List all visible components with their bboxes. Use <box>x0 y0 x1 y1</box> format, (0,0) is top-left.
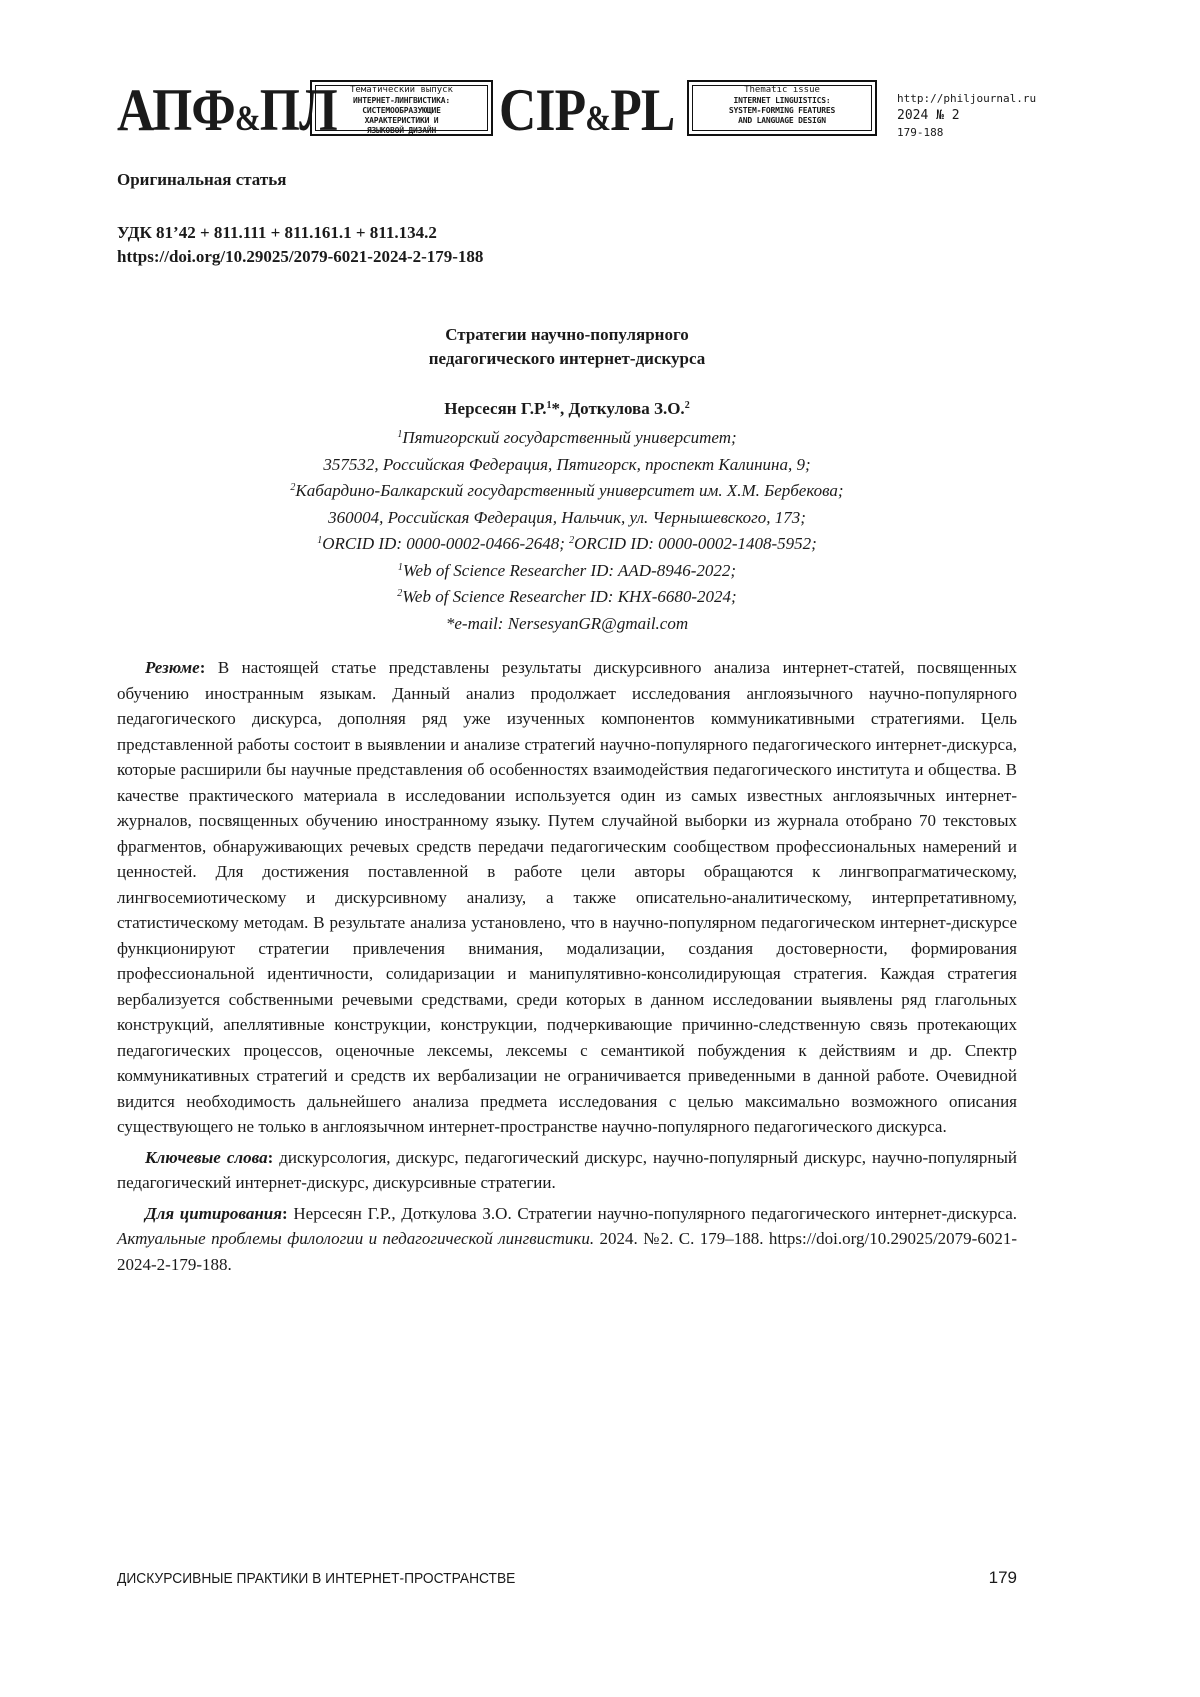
udk-code: УДК 81’42 + 811.111 + 811.161.1 + 811.134.2 <box>117 223 437 242</box>
journal-logo-en: CIP&PL <box>499 77 675 143</box>
keywords-label: Ключевые слова <box>145 1147 268 1167</box>
affiliation-line: $^2$Кабардино-Балкарский государственный университет им. Х.М. Бербекова; <box>290 481 844 500</box>
footer-section-title: ДИСКУРСИВНЫЕ ПРАКТИКИ В ИНТЕРНЕТ-ПРОСТРАНСТВЕ <box>117 1570 516 1587</box>
article-title: Стратегии научно-популярного педагогического интернет-дискурса <box>428 325 706 368</box>
thematic-issue-box-en: Thematic issue INTERNET LINGUISTICS: SYSTEM-FORMING FEATURES AND LANGUAGE DESIGN <box>687 80 877 136</box>
issue-number: 2024 № 2 <box>897 108 960 123</box>
abstract-text: В настоящей статье представлены результаты дискурсивного анализа интернет-статей, посвященных обучению иностранным языкам. Данный анализ продолжает исследования англоязычного научно-популярного педагогического дискурса, дополняя ряд уже изученных компонентов коммуникативными стратегиями. Цель представленной работы состоит в выявлении и анализе стратегий научно-популярного педагогического интернет-дискурса, которые расширили бы научные представления об особенностях взаимодействия педагогического института и общества. В качестве практического материала в исследовании используется один из самых известных англоязычных интернет-журналов, посвященных обучению иностранному языку. Путем случайной выборки из журнала отобрано 70 текстовых фрагментов, обнаруживающих речевых средств передачи педагогическим сообществом профессиональных намерений и ценностей. Для достижения поставленной в работе цели авторы обращаются к лингвопрагматическому, лингвосемиотическому и дискурсивному анализу, а также описательно-аналитическому, интерпретативному, статистическому методам. В результате анализа установлено, что в научно-популярном педагогическом интернет-дискурсе функционируют стратегии привлечения внимания, модализации, создания достоверности, формирования профессиональной идентичности, солидаризации и манипулятивно-консолидирующая стратегия. Каждая стратегия вербализуется собственными речевыми средствами, среди которых в данном исследовании выявлены ряд глагольных конструкций, апеллятивные конструкции, конструкции, подчеркивающие причинно-следственную связь протекающих педагогических процессов, оценочные лексемы, лексемы с семантикой побуждения к действиям и др. Спектр коммуникативных стратегий и средств их вербализации не ограничивается приведенными в данной работе. Очевидной видится необходимость дальнейшего анализа предмета исследования с целью максимально возможного описания существующего не только в англоязычном интернет-пространстве научно-популярного педагогического дискурса. <box>117 658 1017 1136</box>
orcid-line: $^1$ORCID ID: 0000-0002-0466-2648; $^2$ORCID ID: 0000-0002-1408-5952; <box>317 534 817 553</box>
email-line[interactable]: *e-mail: NersesyanGR@gmail.com <box>445 613 689 633</box>
citation-journal: Актуальные проблемы филологии и педагогической лингвистики. <box>117 1229 595 1248</box>
keywords-paragraph: Ключевые слова: дискурсология, дискурс, педагогический дискурс, научно-популярный дискурс, научно-популярный педагогический интернет-дискурс, дискурсивные стратегии. <box>117 1147 1017 1192</box>
citation-paragraph: Для цитирования: Нерсесян Г.Р., Доткулова З.О. Стратегии научно-популярного педагогического интернет-дискурса. Актуальные проблемы филологии и педагогической лингвистики. 2024. №2. С. 179–188. https://doi.org/10.29025/2079-6021-2024-2-179-188. <box>117 1203 1017 1274</box>
author-1: Нерсесян Г.Р. <box>444 399 547 418</box>
journal-masthead <box>117 76 1037 144</box>
journal-logo-ru: АПФ&ПЛ <box>117 77 337 143</box>
abstract-label: Резюме <box>145 658 200 677</box>
wos-id-line: $^2$Web of Science Researcher ID: KHX-6680-2024; <box>397 587 737 606</box>
udk-doi-block <box>117 221 483 269</box>
author-2: Доткулова З.О. <box>568 399 685 418</box>
article-type: Оригинальная статья <box>117 170 287 189</box>
keywords-text: дискурсология, дискурс, педагогический дискурс, научно-популярный дискурс, научно-популярный педагогический интернет-дискурс, дискурсивные стратегии. <box>117 1147 1017 1192</box>
page-number: 179 <box>988 1568 1017 1587</box>
thematic-issue-box-ru: Тематический выпуск ИНТЕРНЕТ-ЛИНГВИСТИКА: СИСТЕМООБРАЗУЮЩИЕ ХАРАКТЕРИСТИКИ И ЯЗЫКОВОЙ ДИЗАЙН <box>310 80 493 136</box>
wos-id-line: $^1$Web of Science Researcher ID: AAD-8946-2022; <box>397 560 737 580</box>
doi-link[interactable]: https://doi.org/10.29025/2079-6021-2024-2-179-188 <box>117 247 484 266</box>
affiliation-line: $^1$Пятигорский государственный университет; <box>397 428 737 447</box>
article-authors: Нерсесян Г.Р.$^1$*, Доткулова З.О.$^2$ <box>444 399 690 418</box>
affiliation-line: 357532, Российская Федерация, Пятигорск, проспект Калинина, 9; <box>323 454 811 474</box>
abstract-paragraph: Резюме: В настоящей статье представлены результаты дискурсивного анализа интернет-статей, посвященных обучению иностранным языкам. Данный анализ продолжает исследования англоязычного научно-популярного педагогического дискурса, дополняя ряд уже изученных компонентов коммуникативными стратегиями. Цель представленной работы состоит в выявлении и анализе стратегий научно-популярного педагогического интернет-дискурса, которые расширили бы научные представления об особенностях взаимодействия педагогического института и общества. В качестве практического материала в исследовании используется один из самых известных англоязычных интернет-журналов, посвященных обучению иностранному языку. Путем случайной выборки из журнала отобрано 70 текстовых фрагментов, обнаруживающих речевых средств передачи педагогическим сообществом профессиональных намерений и ценностей. Для достижения поставленной в работе цели авторы обращаются к лингвопрагматическому, лингвосемиотическому и дискурсивному анализу, а также описательно-аналитическому, интерпретативному, статистическому методам. В результате анализа установлено, что в научно-популярном педагогическом интернет-дискурсе функционируют стратегии привлечения внимания, модализации, создания достоверности, формирования профессиональной идентичности, солидаризации и манипулятивно-консолидирующая стратегия. Каждая стратегия вербализуется собственными речевыми средствами, среди которых в данном исследовании выявлены ряд глагольных конструкций, апеллятивные конструкции, конструкции, подчеркивающие причинно-следственную связь протекающих педагогических процессов, оценочные лексемы, лексемы с семантикой побуждения к действиям и др. Спектр коммуникативных стратегий и средств их вербализации не ограничивается приведенными в данной работе. Очевидной видится необходимость дальнейшего анализа предмета исследования с целью максимально возможного описания существующего не только в англоязычном интернет-пространстве научно-популярного педагогического дискурса. <box>117 658 1017 1136</box>
affiliation-line: 360004, Российская Федерация, Нальчик, ул. Чернышевского, 173; <box>328 507 806 527</box>
abstract-section <box>117 655 1017 1282</box>
issue-meta <box>897 90 1036 141</box>
journal-url[interactable]: http://philjournal.ru <box>897 92 1037 105</box>
author-affiliations <box>117 425 1017 637</box>
citation-label: Для цитирования <box>145 1203 283 1223</box>
page-range: 179-188 <box>897 126 944 139</box>
